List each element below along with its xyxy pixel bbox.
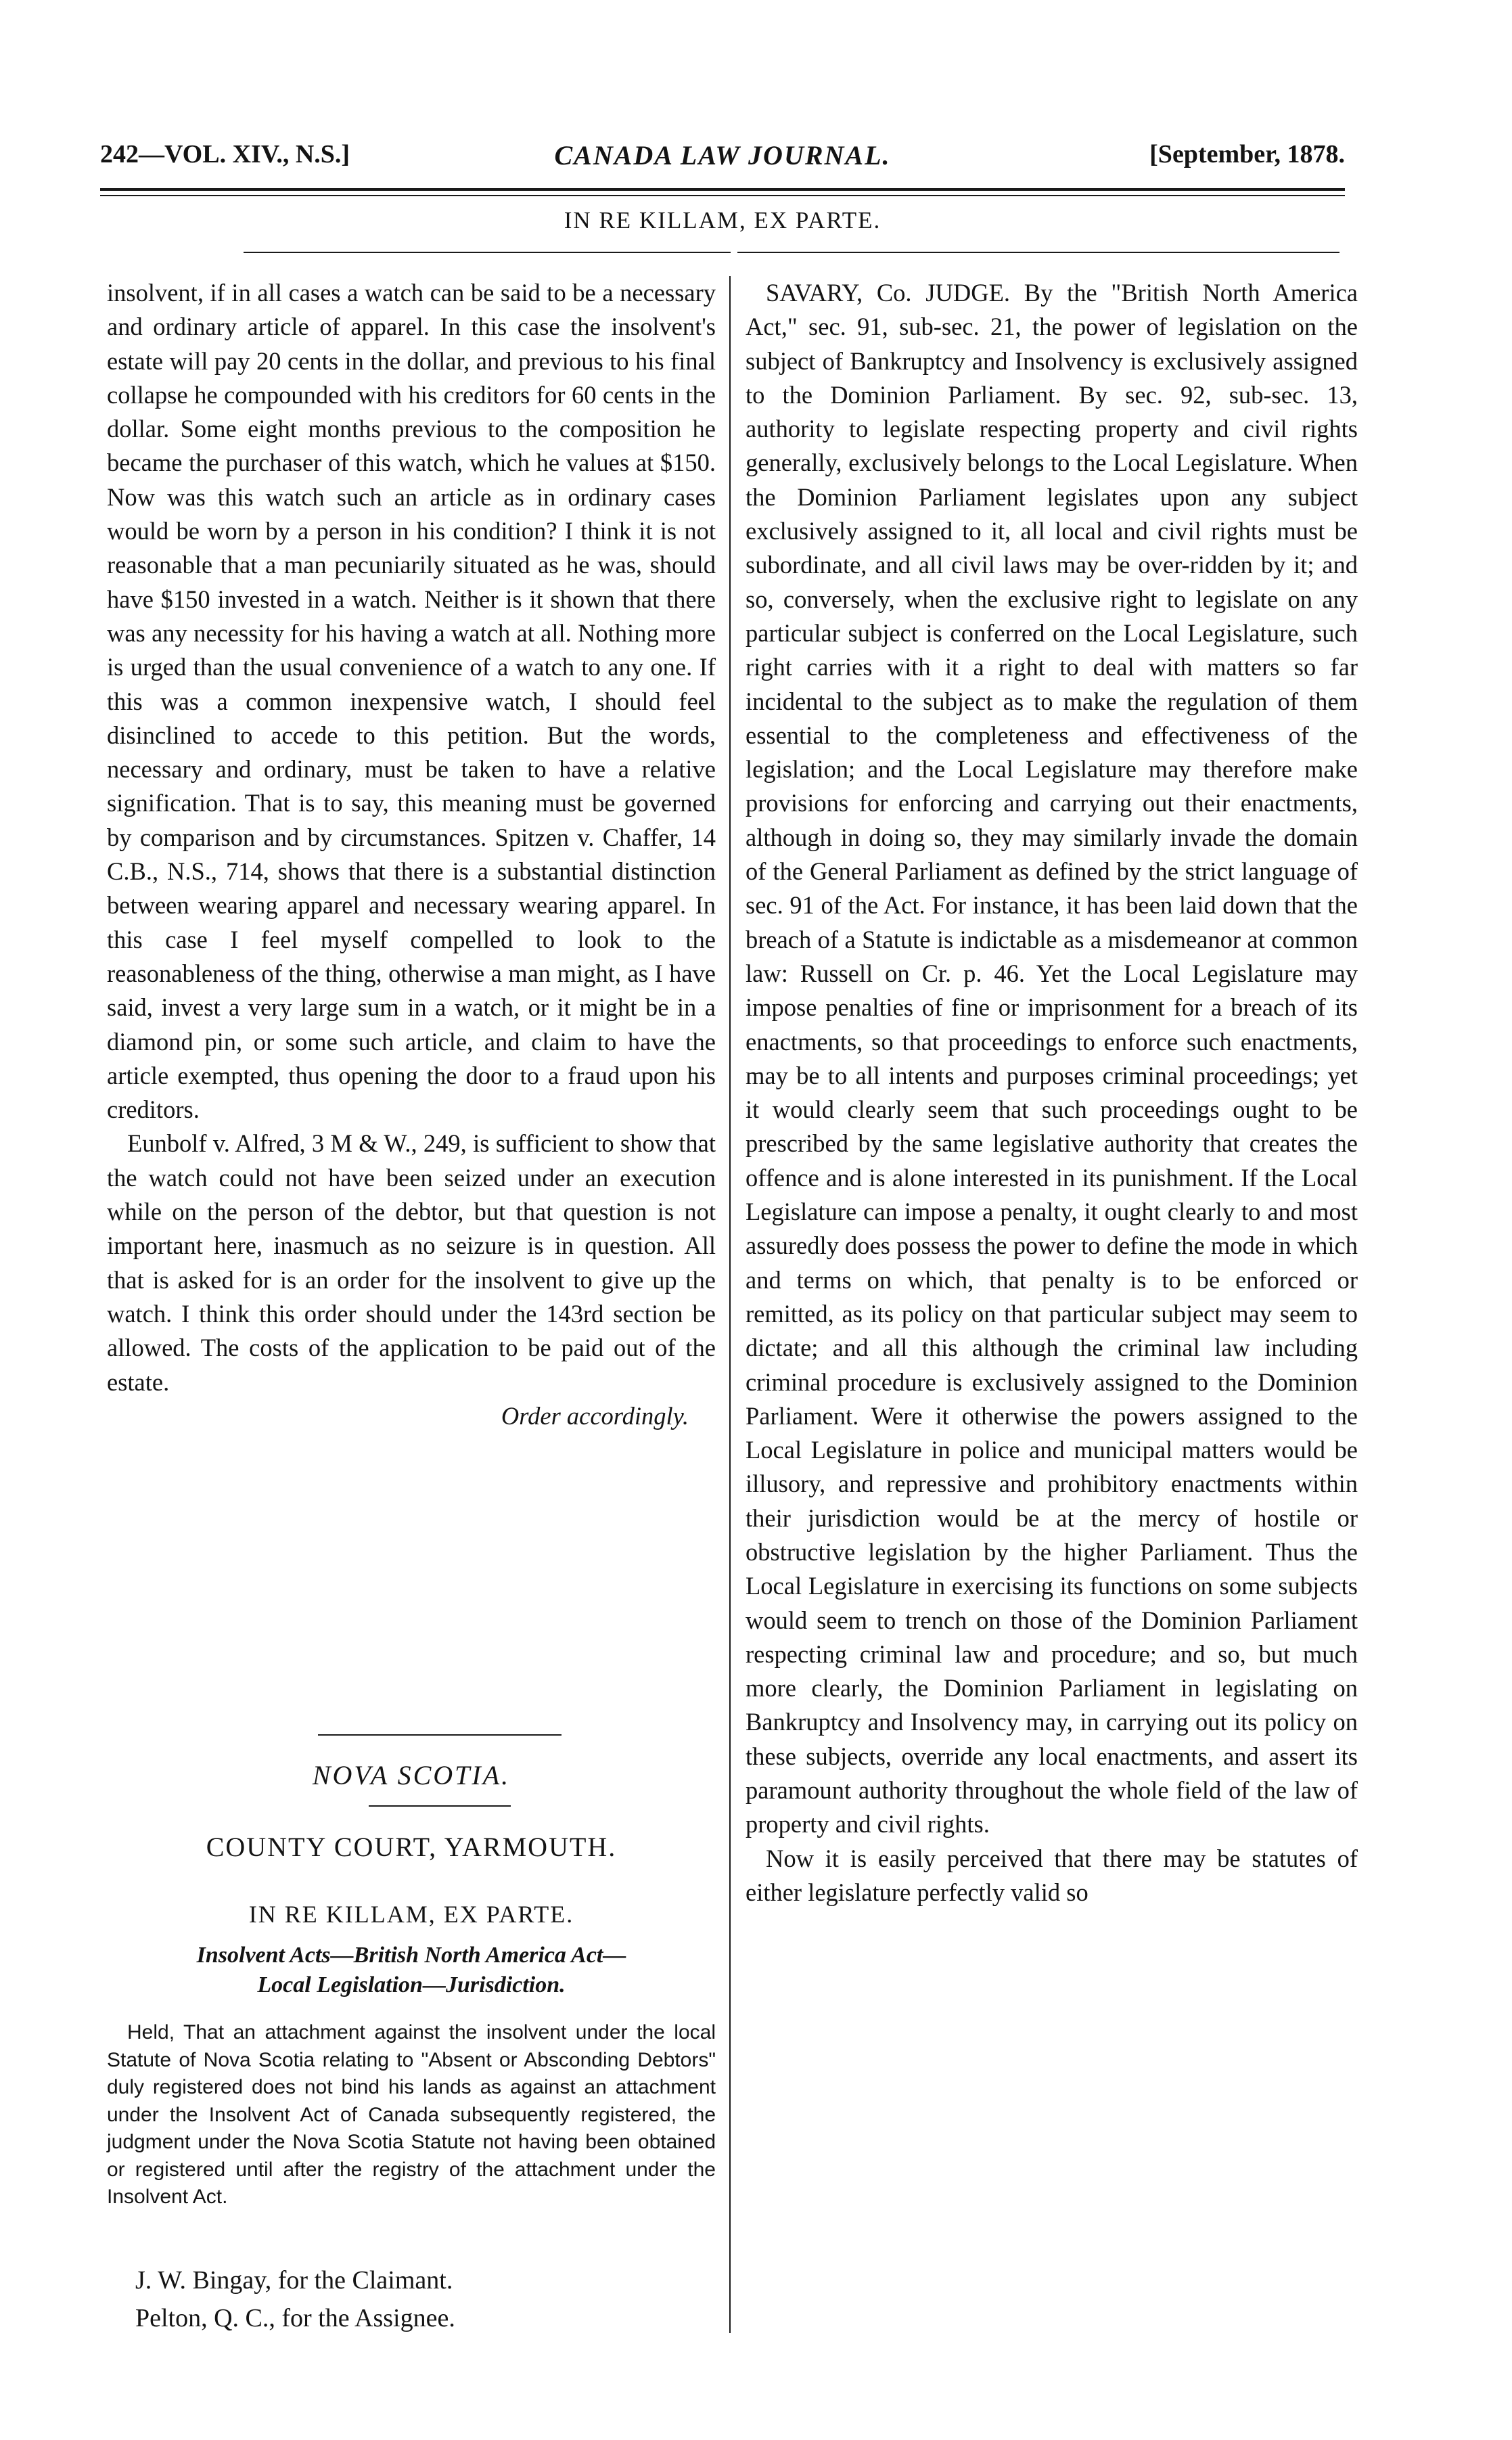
subtitle-line-2: Local Legislation—Jurisdiction. [257, 1972, 566, 1997]
subheader-rule-right [737, 252, 1339, 253]
right-paragraph-1: SAVARY, Co. JUDGE. By the "British North America Act," sec. 91, sub-sec. 21, the power of legislation on the subject of Bankruptcy and Insolvency is exclusively assigned to the Dominion Parliament. By sec. 92, sub-sec. 13, authority to legislate respecting property and civil rights generally, exclusively belongs to the Local Legislature. When the Dominion Parliament legislates upon any subject exclusively assigned to it, all local and civil rights must be subordinate, and all civil laws may be over-ridden by it; and so, conversely, when the exclusive right to legislate on any particular subject is conferred on the Local Legislature, such right carries with it a right to deal with matters so far incidental to the subject as to make the regulation of them essential to the completeness and effectiveness of the legislation; and the Local Legislature may therefore make provisions for enforcing and carrying out their enactments, although in doing so, they may similarly invade the domain of the General Parliament as defined by the strict language of sec. 91 of the Act. For instance, it has been laid down that the breach of a Statute is indictable as a misdemeanor at common law: Russell on Cr. p. 46. Yet the Local Legislature may impose penalties of fine or imprisonment for a breach of its enactments, so that proceedings to enforce such enactments, may be to all intents and purposes criminal proceedings; yet it would clearly seem that such proceedings ought to be prescribed by the same legislative authority that creates the offence and is alone interested in its punishment. If the Local Legislature can impose a penalty, it ought clearly to and most assuredly does possess the power to define the mode in which and terms on which, that penalty is to be enforced or remitted, as its policy on that particular subject may seem to dictate; and all this although the criminal law including criminal procedure is exclusively assigned to the Dominion Parliament. Were it otherwise the powers assigned to the Local Legislature in police and municipal matters would be illusory, and repressive and prohibitory enactments within their jurisdiction would be at the mercy of hostile or obstructive legislation by the higher Parliament. Thus the Local Legislature in exercising its functions on some subjects would seem to trench on those of the Dominion Parliament respecting criminal law and procedure; and so, but much more clearly, the Dominion Parliament in legislating on Bankruptcy and Insolvency may, in carrying out its policy on these subjects, override any local enactments, and assert its paramount authority throughout the whole field of the law of property and civil rights. [746, 279, 1358, 1838]
held-text: Held, That an attachment against the insolvent under the local Statute of Nova Scotia relating to "Absent or Absconding Debtors" duly registered does not bind his lands as against an attachment under the Insolvent Act of Canada subsequently registered, the judgment under the Nova Scotia Statute not having been obtained or registered until after the registry of the attachment under the Insolvent Act. [107, 2021, 716, 2208]
heading-underline [369, 1805, 511, 1807]
counsel-assignee: Pelton, Q. C., for the Assignee. [135, 2304, 455, 2332]
header-rule-thick [100, 188, 1345, 191]
running-subheader: IN RE KILLAM, EX PARTE. [564, 207, 881, 233]
section-rule [318, 1734, 562, 1736]
left-paragraph-1: insolvent, if in all cases a watch can be said to be a necessary and ordinary article of apparel. In this case the insolvent's estate will pay 20 cents in the dollar, and previous to his final collapse he compounded with his creditors for 60 cents in the dollar. Some eight months previous to the composition he became the purchaser of this watch, which he values at $150. Now was this watch such an article as in ordinary cases would be worn by a person in his condition? I think it is not reasonable that a man pecuniarily situated as he was, should have $150 invested in a watch. Neither is it shown that there was any necessity for his having a watch at all. Nothing more is urged than the usual convenience of a watch to any one. If this was a common inexpensive watch, I should feel disinclined to accede to this petition. But the words, necessary and ordinary, must be taken to have a relative signification. That is to say, this meaning must be governed by comparison and by circumstances. Spitzen v. Chaffer, 14 C.B., N.S., 714, shows that there is a substantial distinction between wearing apparel and necessary wearing apparel. In this case I feel myself compelled to look to the reasonableness of the thing, otherwise a man might, as I have said, invest a very large sum in a watch, or it might be in a diamond pin, or some such article, and claim to have the article exempted, thus opening the door to a fraud upon his creditors. [107, 279, 716, 1124]
header-volume: 242—VOL. XIV., N.S.] [100, 140, 350, 168]
header-date: [September, 1878. [1149, 140, 1345, 168]
case-heading [107, 1900, 716, 1928]
right-paragraph-2: Now it is easily perceived that there may be statutes of either legislature perfectly valid so [746, 1844, 1358, 1906]
subheader-rule-left [244, 252, 731, 253]
case-subtitle [107, 1941, 716, 2000]
left-paragraph-2: Eunbolf v. Alfred, 3 M & W., 249, is sufficient to show that the watch could not have been seized under an execution while on the person of the debtor, but that question is not important here, inasmuch as no seizure is in question. All that is asked for is an order for the insolvent to give up the watch. I think this order should under the 143rd section be allowed. The costs of the application to be paid out of the estate. [107, 1129, 716, 1396]
column-divider [729, 276, 731, 2333]
header-journal-title: CANADA LAW JOURNAL. [554, 140, 891, 171]
headnote [107, 2019, 716, 2211]
court-heading [107, 1831, 716, 1863]
header-rule-thin [100, 195, 1345, 196]
right-column [746, 276, 1358, 1910]
left-column [107, 276, 716, 1433]
court-title: COUNTY COURT, YARMOUTH. [206, 1832, 617, 1862]
page-header [100, 135, 1345, 176]
order-accordingly: Order accordingly. [501, 1401, 689, 1430]
nova-scotia-heading [107, 1759, 716, 1791]
case-title: IN RE KILLAM, EX PARTE. [248, 1901, 574, 1928]
subtitle-line-1: Insolvent Acts—British North America Act— [196, 1943, 626, 1968]
counsel-claimant: J. W. Bingay, for the Claimant. [135, 2266, 453, 2295]
section-heading: NOVA SCOTIA. [312, 1760, 511, 1790]
